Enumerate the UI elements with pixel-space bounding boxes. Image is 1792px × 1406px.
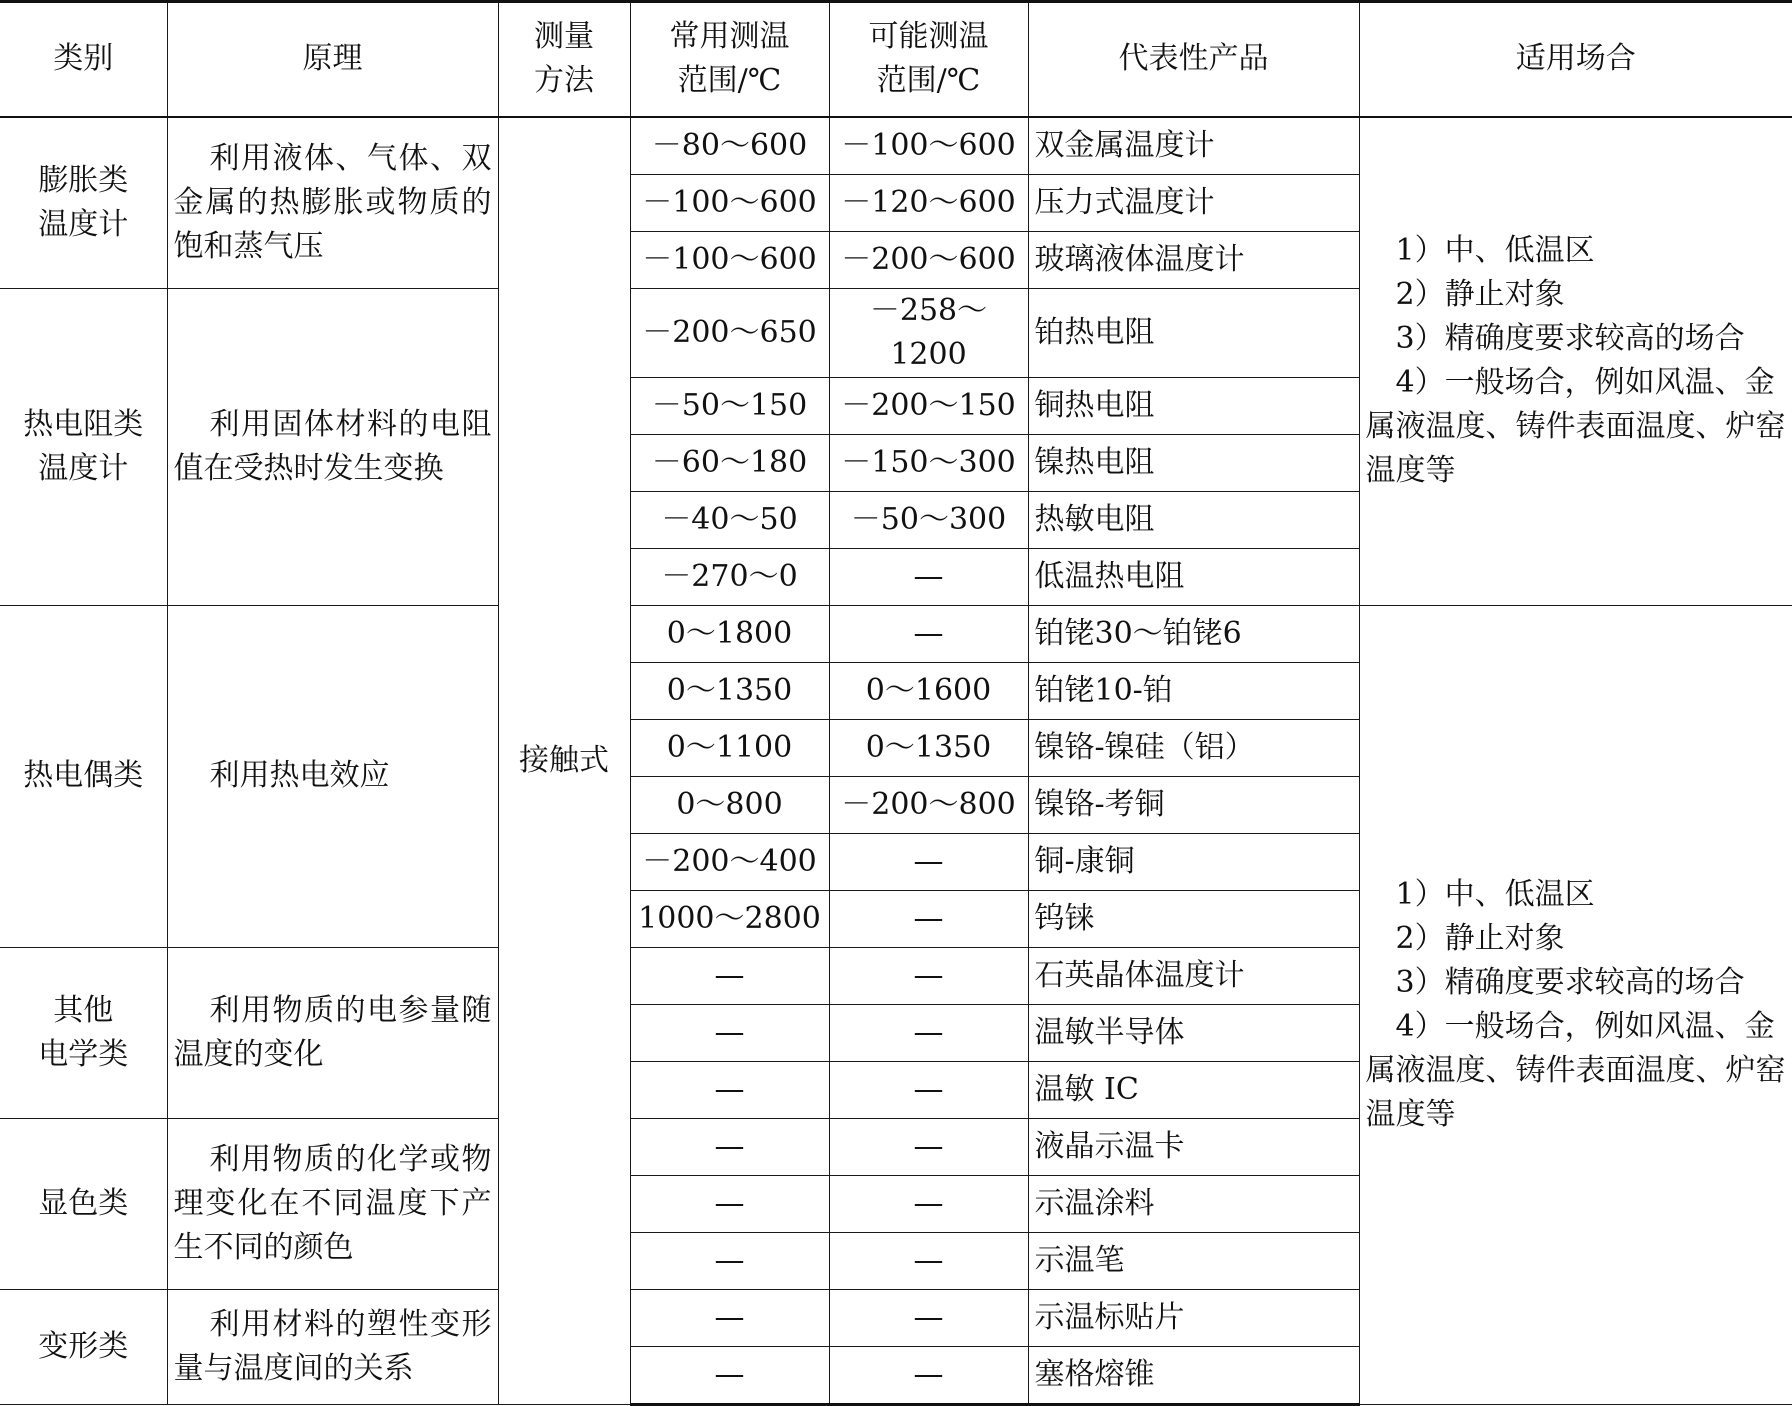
common-range-cell: — <box>630 1061 829 1118</box>
product-cell: 塞格熔锥 <box>1028 1346 1359 1404</box>
scenario-bottom-item-4: 4）一般场合，例如风温、金属液温度、铸件表面温度、炉窑温度等 <box>1365 1008 1786 1132</box>
product-cell: 铂热电阻 <box>1028 288 1359 377</box>
possible-range-cell: — <box>829 890 1028 947</box>
possible-range-cell: －120～600 <box>829 174 1028 231</box>
common-range-cell: －50～150 <box>630 377 829 434</box>
principle-electrical: 利用物质的电参量随温度的变化 <box>167 947 498 1118</box>
scenario-top-item-4: 4）一般场合，例如风温、金属液温度、铸件表面温度、炉窑温度等 <box>1365 365 1786 488</box>
scenario-bottom-item-3: 3）精确度要求较高的场合 <box>1395 964 1745 1000</box>
common-range-cell: －270～0 <box>630 548 829 605</box>
scenario-top-item-3: 3）精确度要求较高的场合 <box>1395 321 1745 356</box>
possible-range-cell: －258～1200 <box>829 288 1028 377</box>
principle-deform: 利用材料的塑性变形量与温度间的关系 <box>167 1289 498 1404</box>
possible-range-cell: — <box>829 1118 1028 1175</box>
possible-range-cell: — <box>829 947 1028 1004</box>
product-cell: 压力式温度计 <box>1028 174 1359 231</box>
product-cell: 铂铑30～铂铑6 <box>1028 605 1359 662</box>
common-range-cell: －200～400 <box>630 833 829 890</box>
product-cell: 铜热电阻 <box>1028 377 1359 434</box>
common-range-cell: 0～1800 <box>630 605 829 662</box>
common-range-cell: — <box>630 1004 829 1061</box>
table-row <box>0 117 1792 175</box>
product-cell: 钨铼 <box>1028 890 1359 947</box>
header-principle: 原理 <box>167 2 498 117</box>
header-product: 代表性产品 <box>1028 2 1359 117</box>
product-cell: 双金属温度计 <box>1028 117 1359 175</box>
possible-range-cell: — <box>829 1175 1028 1232</box>
common-range-cell: — <box>630 1175 829 1232</box>
common-range-cell: 1000～2800 <box>630 890 829 947</box>
product-cell: 铜-康铜 <box>1028 833 1359 890</box>
header-category: 类别 <box>0 2 167 117</box>
product-cell: 温敏 IC <box>1028 1061 1359 1118</box>
category-resistance: 热电阻类 温度计 <box>0 288 167 605</box>
possible-range-cell: －200～800 <box>829 776 1028 833</box>
possible-range-cell: — <box>829 833 1028 890</box>
possible-range-cell: 0～1600 <box>829 662 1028 719</box>
common-range-cell: 0～800 <box>630 776 829 833</box>
header-possible-range: 可能测温 范围/℃ <box>829 2 1028 117</box>
product-cell: 示温标贴片 <box>1028 1289 1359 1346</box>
common-range-cell: — <box>630 1289 829 1346</box>
possible-range-cell: — <box>829 1004 1028 1061</box>
common-range-cell: －80～600 <box>630 117 829 175</box>
product-cell: 热敏电阻 <box>1028 491 1359 548</box>
scenario-top-item-2: 2）静止对象 <box>1395 277 1565 312</box>
possible-range-cell: — <box>829 1232 1028 1289</box>
header-scenario: 适用场合 <box>1359 2 1792 117</box>
principle-thermocouple: 利用热电效应 <box>167 605 498 947</box>
common-range-cell: — <box>630 1232 829 1289</box>
possible-range-cell: — <box>829 1346 1028 1404</box>
product-cell: 示温笔 <box>1028 1232 1359 1289</box>
possible-range-cell: — <box>829 605 1028 662</box>
scenario-bottom-item-1: 1）中、低温区 <box>1395 876 1595 912</box>
possible-range-cell: －200～150 <box>829 377 1028 434</box>
common-range-cell: －100～600 <box>630 174 829 231</box>
common-range-cell: －100～600 <box>630 231 829 288</box>
principle-color: 利用物质的化学或物理变化在不同温度下产生不同的颜色 <box>167 1118 498 1289</box>
possible-range-cell: －150～300 <box>829 434 1028 491</box>
product-cell: 铂铑10-铂 <box>1028 662 1359 719</box>
common-range-cell: — <box>630 947 829 1004</box>
scenario-top <box>1359 117 1792 606</box>
common-range-cell: — <box>630 1118 829 1175</box>
product-cell: 石英晶体温度计 <box>1028 947 1359 1004</box>
possible-range-cell: — <box>829 1061 1028 1118</box>
possible-range-cell: — <box>829 1289 1028 1346</box>
product-cell: 玻璃液体温度计 <box>1028 231 1359 288</box>
principle-expansion: 利用液体、气体、双金属的热膨胀或物质的饱和蒸气压 <box>167 117 498 289</box>
product-cell: 温敏半导体 <box>1028 1004 1359 1061</box>
principle-resistance: 利用固体材料的电阻值在受热时发生变换 <box>167 288 498 605</box>
possible-range-cell: — <box>829 548 1028 605</box>
common-range-cell: 0～1100 <box>630 719 829 776</box>
category-thermocouple: 热电偶类 <box>0 605 167 947</box>
possible-range-cell: 0～1350 <box>829 719 1028 776</box>
category-color: 显色类 <box>0 1118 167 1289</box>
category-electrical: 其他 电学类 <box>0 947 167 1118</box>
scenario-top-item-1: 1）中、低温区 <box>1395 233 1595 268</box>
scenario-bottom <box>1359 605 1792 1404</box>
header-common-range: 常用测温 范围/℃ <box>630 2 829 117</box>
common-range-cell: －200～650 <box>630 288 829 377</box>
measurement-method: 接触式 <box>498 117 630 1405</box>
category-deform: 变形类 <box>0 1289 167 1404</box>
header-row <box>0 2 1792 117</box>
category-expansion: 膨胀类 温度计 <box>0 117 167 289</box>
possible-range-cell: －200～600 <box>829 231 1028 288</box>
product-cell: 镍铬-考铜 <box>1028 776 1359 833</box>
common-range-cell: －40～50 <box>630 491 829 548</box>
header-method: 测量 方法 <box>498 2 630 117</box>
product-cell: 低温热电阻 <box>1028 548 1359 605</box>
scenario-bottom-item-2: 2）静止对象 <box>1395 920 1565 956</box>
possible-range-cell: －50～300 <box>829 491 1028 548</box>
common-range-cell: — <box>630 1346 829 1404</box>
common-range-cell: －60～180 <box>630 434 829 491</box>
table-row <box>0 605 1792 662</box>
product-cell: 液晶示温卡 <box>1028 1118 1359 1175</box>
product-cell: 镍热电阻 <box>1028 434 1359 491</box>
product-cell: 镍铬-镍硅（铝） <box>1028 719 1359 776</box>
product-cell: 示温涂料 <box>1028 1175 1359 1232</box>
possible-range-cell: －100～600 <box>829 117 1028 175</box>
common-range-cell: 0～1350 <box>630 662 829 719</box>
